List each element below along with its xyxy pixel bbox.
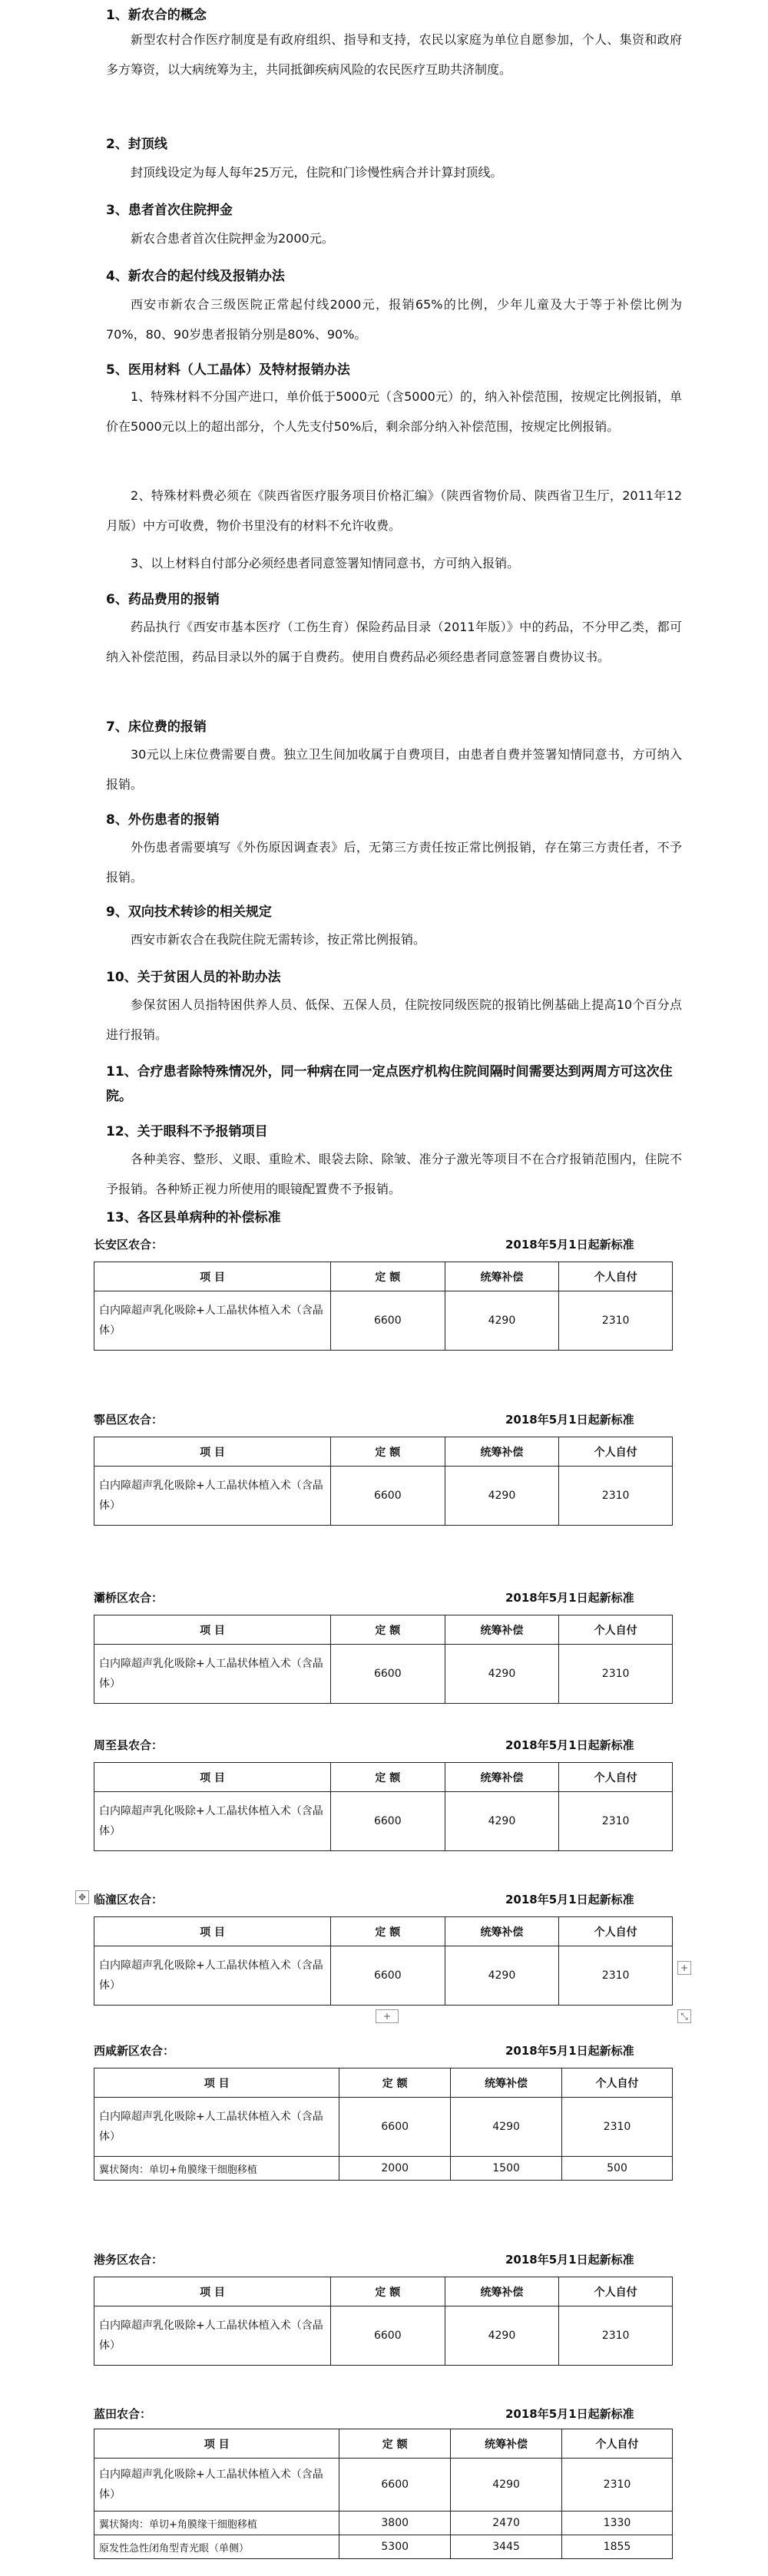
cell-pay: 1500 xyxy=(451,2157,562,2181)
standard-date: 2018年5月1日起新标准 xyxy=(505,1591,634,1605)
header-fixed: 定 额 xyxy=(331,1262,445,1291)
cell-pay: 4290 xyxy=(445,1467,559,1526)
section-paragraph: 西安市新农合三级医院正常起付线2000元，报销65%的比例，少年儿童及大于等于补偿比例为70%，80、90岁患者报销分别是80%、90%。 xyxy=(106,297,682,342)
cell-fixed: 6600 xyxy=(331,1645,445,1704)
region-title: 灞桥区农合： xyxy=(94,1591,164,1605)
table-row xyxy=(94,2098,673,2157)
header-fixed: 定 额 xyxy=(331,1615,445,1645)
table-row xyxy=(94,2512,673,2535)
header-fixed: 定 额 xyxy=(331,1917,445,1946)
header-fixed: 定 额 xyxy=(339,2068,451,2098)
section-paragraph: 药品执行《西安市基本医疗（工伤生育）保险药品目录（2011年版）》中的药品，不分甲乙类，都可纳入补偿范围，药品目录以外的属于自费药。使用自费药品必须经患者同意签署自费协议书。 xyxy=(106,620,682,664)
header-self: 个人自付 xyxy=(559,2277,673,2306)
header-fixed: 定 额 xyxy=(331,1763,445,1792)
region-title: 港务区农合： xyxy=(94,2253,164,2267)
header-pay: 统筹补偿 xyxy=(451,2068,562,2098)
header-pay: 统筹补偿 xyxy=(445,1437,559,1467)
cell-self: 2310 xyxy=(559,1946,673,2006)
cell-self: 1855 xyxy=(562,2535,673,2559)
header-self: 个人自付 xyxy=(562,2068,673,2098)
header-pay: 统筹补偿 xyxy=(445,1763,559,1792)
header-self: 个人自付 xyxy=(559,1262,673,1291)
section-paragraph: 西安市新农合在我院住院无需转诊，按正常比例报销。 xyxy=(131,932,426,947)
cell-item: 翼状胬肉：单切+角膜缘干细胞移植 xyxy=(94,2512,339,2535)
section-paragraph: 30元以上床位费需要自费。独立卫生间加收属于自费项目，由患者自费并签署知情同意书，方可纳入报销。 xyxy=(106,747,682,792)
header-self: 个人自付 xyxy=(559,1917,673,1946)
header-item: 项 目 xyxy=(94,2429,339,2459)
cell-self: 500 xyxy=(562,2157,673,2181)
header-pay: 统筹补偿 xyxy=(445,1917,559,1946)
table-header-row xyxy=(94,2429,673,2459)
header-item: 项 目 xyxy=(94,2068,339,2098)
table-row xyxy=(94,2535,673,2559)
table-header-row xyxy=(94,1763,673,1792)
section-heading: 4、新农合的起付线及报销办法 xyxy=(106,269,285,284)
standard-date: 2018年5月1日起新标准 xyxy=(505,2253,634,2267)
standard-date: 2018年5月1日起新标准 xyxy=(505,1238,634,1252)
header-self: 个人自付 xyxy=(559,1437,673,1467)
section-heading: 2、封顶线 xyxy=(106,137,167,152)
standard-date: 2018年5月1日起新标准 xyxy=(505,1413,634,1427)
header-pay: 统筹补偿 xyxy=(445,1262,559,1291)
cell-self: 2310 xyxy=(559,1792,673,1851)
cell-item: 白内障超声乳化吸除+人工晶状体植入术（含晶体） xyxy=(94,2459,339,2512)
section-heading: 6、药品费用的报销 xyxy=(106,592,220,607)
cell-item: 白内障超声乳化吸除+人工晶状体植入术（含晶体） xyxy=(94,2306,331,2366)
compensation-table xyxy=(94,1262,673,1351)
section-paragraph: 参保贫困人员指特困供养人员、低保、五保人员，住院按同级医院的报销比例基础上提高10个百分点进行报销。 xyxy=(106,997,682,1042)
table-row xyxy=(94,2157,673,2181)
cell-fixed: 2000 xyxy=(339,2157,451,2181)
header-pay: 统筹补偿 xyxy=(451,2429,562,2459)
standard-date: 2018年5月1日起新标准 xyxy=(505,1893,634,1906)
header-item: 项 目 xyxy=(94,1917,331,1946)
header-item: 项 目 xyxy=(94,1262,331,1291)
table-row xyxy=(94,2459,673,2512)
cell-pay: 4290 xyxy=(445,1645,559,1704)
header-item: 项 目 xyxy=(94,1437,331,1467)
table-row xyxy=(94,1467,673,1526)
section-paragraph: 1、特殊材料不分国产进口，单价低于5000元（含5000元）的，纳入补偿范围，按规定比例报销，单价在5000元以上的超出部分，个人先支付50%后，剩余部分纳入补偿范围，按规定比例报销。 xyxy=(106,389,682,434)
section-heading: 12、关于眼科不予报销项目 xyxy=(106,1124,268,1139)
section-heading: 13、各区县单病种的补偿标准 xyxy=(106,1210,281,1225)
section-paragraph: 新型农村合作医疗制度是有政府组织、指导和支持，农民以家庭为单位自愿参加，个人、集资和政府多方筹资，以大病统筹为主，共同抵御疾病风险的农民医疗互助共济制度。 xyxy=(106,32,682,77)
cell-fixed: 6600 xyxy=(331,1946,445,2006)
cell-self: 2310 xyxy=(559,1291,673,1351)
standard-date: 2018年5月1日起新标准 xyxy=(505,1738,634,1752)
region-title: 长安区农合： xyxy=(94,1238,164,1252)
standard-date: 2018年5月1日起新标准 xyxy=(505,2044,634,2058)
region-title: 鄠邑区农合： xyxy=(94,1413,164,1427)
cell-pay: 4290 xyxy=(445,1792,559,1851)
header-item: 项 目 xyxy=(94,2277,331,2306)
cell-item: 白内障超声乳化吸除+人工晶状体植入术（含晶体） xyxy=(94,1946,331,2006)
cell-fixed: 6600 xyxy=(339,2459,451,2512)
cell-fixed: 3800 xyxy=(339,2512,451,2535)
compensation-table xyxy=(94,1437,673,1526)
standard-date: 2018年5月1日起新标准 xyxy=(505,2407,634,2421)
add-column-handle-icon[interactable]: + xyxy=(677,1961,691,1975)
table-move-handle-icon[interactable]: ✥ xyxy=(75,1890,89,1904)
section-heading: 3、患者首次住院押金 xyxy=(106,203,233,218)
table-header-row xyxy=(94,1917,673,1946)
table-row xyxy=(94,1792,673,1851)
table-header-row xyxy=(94,1262,673,1291)
table-header-row xyxy=(94,2277,673,2306)
header-pay: 统筹补偿 xyxy=(445,2277,559,2306)
cell-item: 白内障超声乳化吸除+人工晶状体植入术（含晶体） xyxy=(94,1792,331,1851)
cell-self: 2310 xyxy=(559,1645,673,1704)
header-pay: 统筹补偿 xyxy=(445,1615,559,1645)
cell-fixed: 6600 xyxy=(339,2098,451,2157)
header-item: 项 目 xyxy=(94,1763,331,1792)
cell-item: 白内障超声乳化吸除+人工晶状体植入术（含晶体） xyxy=(94,1645,331,1704)
table-row xyxy=(94,1946,673,2006)
cell-pay: 4290 xyxy=(445,1946,559,2006)
cell-fixed: 6600 xyxy=(331,1792,445,1851)
cell-pay: 4290 xyxy=(445,2306,559,2366)
table-resize-handle-icon[interactable]: ⤡ xyxy=(677,2009,691,2023)
cell-pay: 2470 xyxy=(451,2512,562,2535)
cell-self: 2310 xyxy=(559,1467,673,1526)
compensation-table xyxy=(94,2068,673,2181)
cell-item: 白内障超声乳化吸除+人工晶状体植入术（含晶体） xyxy=(94,1467,331,1526)
cell-fixed: 5300 xyxy=(339,2535,451,2559)
header-fixed: 定 额 xyxy=(331,1437,445,1467)
section-paragraph: 3、以上材料自付部分必须经患者同意签署知情同意书，方可纳入报销。 xyxy=(131,556,520,570)
header-fixed: 定 额 xyxy=(331,2277,445,2306)
cell-self: 2310 xyxy=(562,2459,673,2512)
cell-fixed: 6600 xyxy=(331,2306,445,2366)
compensation-table xyxy=(94,2429,673,2559)
cell-item: 原发性急性闭角型青光眼（单侧） xyxy=(94,2535,339,2559)
section-heading: 11、合疗患者除特殊情况外，同一种病在同一定点医疗机构住院间隔时间需要达到两周方可这次住院。 xyxy=(106,1064,673,1104)
section-paragraph: 各种美容、整形、义眼、重睑术、眼袋去除、除皱、准分子激光等项目不在合疗报销范围内，住院不予报销。各种矫正视力所使用的眼镜配置费不予报销。 xyxy=(106,1152,682,1196)
cell-fixed: 6600 xyxy=(331,1467,445,1526)
section-paragraph: 外伤患者需要填写《外伤原因调查表》后，无第三方责任按正常比例报销，存在第三方责任者，不予报销。 xyxy=(106,840,682,885)
compensation-table xyxy=(94,1916,673,2006)
header-fixed: 定 额 xyxy=(339,2429,451,2459)
section-heading: 10、关于贫困人员的补助办法 xyxy=(106,970,281,985)
compensation-table xyxy=(94,2277,673,2366)
cell-item: 翼状胬肉：单切+角膜缘干细胞移植 xyxy=(94,2157,339,2181)
table-row xyxy=(94,2306,673,2366)
region-title: 蓝田农合： xyxy=(94,2407,152,2421)
region-title: 临潼区农合： xyxy=(94,1893,164,1906)
table-header-row xyxy=(94,1437,673,1467)
table-row xyxy=(94,1645,673,1704)
add-row-handle-icon[interactable]: + xyxy=(376,2009,399,2023)
section-heading: 5、医用材料（人工晶体）及特材报销办法 xyxy=(106,362,350,378)
header-self: 个人自付 xyxy=(559,1615,673,1645)
cell-self: 1330 xyxy=(562,2512,673,2535)
section-heading: 1、新农合的概念 xyxy=(106,8,207,23)
section-paragraph: 封顶线设定为每人每年25万元，住院和门诊慢性病合并计算封顶线。 xyxy=(131,165,503,180)
compensation-table xyxy=(94,1615,673,1704)
cell-item: 白内障超声乳化吸除+人工晶状体植入术（含晶体） xyxy=(94,1291,331,1351)
cell-self: 2310 xyxy=(559,2306,673,2366)
cell-fixed: 6600 xyxy=(331,1291,445,1351)
cell-item: 白内障超声乳化吸除+人工晶状体植入术（含晶体） xyxy=(94,2098,339,2157)
header-self: 个人自付 xyxy=(562,2429,673,2459)
section-heading: 9、双向技术转诊的相关规定 xyxy=(106,904,272,920)
cell-pay: 3445 xyxy=(451,2535,562,2559)
header-item: 项 目 xyxy=(94,1615,331,1645)
table-row xyxy=(94,1291,673,1351)
section-heading: 7、床位费的报销 xyxy=(106,719,207,735)
cell-pay: 4290 xyxy=(445,1291,559,1351)
cell-self: 2310 xyxy=(562,2098,673,2157)
cell-pay: 4290 xyxy=(451,2459,562,2512)
table-header-row xyxy=(94,1615,673,1645)
table-header-row xyxy=(94,2068,673,2098)
cell-pay: 4290 xyxy=(451,2098,562,2157)
section-heading: 8、外伤患者的报销 xyxy=(106,812,220,828)
section-paragraph: 2、特殊材料费必须在《陕西省医疗服务项目价格汇编》（陕西省物价局、陕西省卫生厅，2011年12月版）中方可收费，物价书里没有的材料不允许收费。 xyxy=(106,488,682,533)
region-title: 周至县农合： xyxy=(94,1738,164,1752)
compensation-table xyxy=(94,1762,673,1851)
header-self: 个人自付 xyxy=(559,1763,673,1792)
section-paragraph: 新农合患者首次住院押金为2000元。 xyxy=(131,231,334,246)
region-title: 西咸新区农合： xyxy=(94,2044,175,2058)
